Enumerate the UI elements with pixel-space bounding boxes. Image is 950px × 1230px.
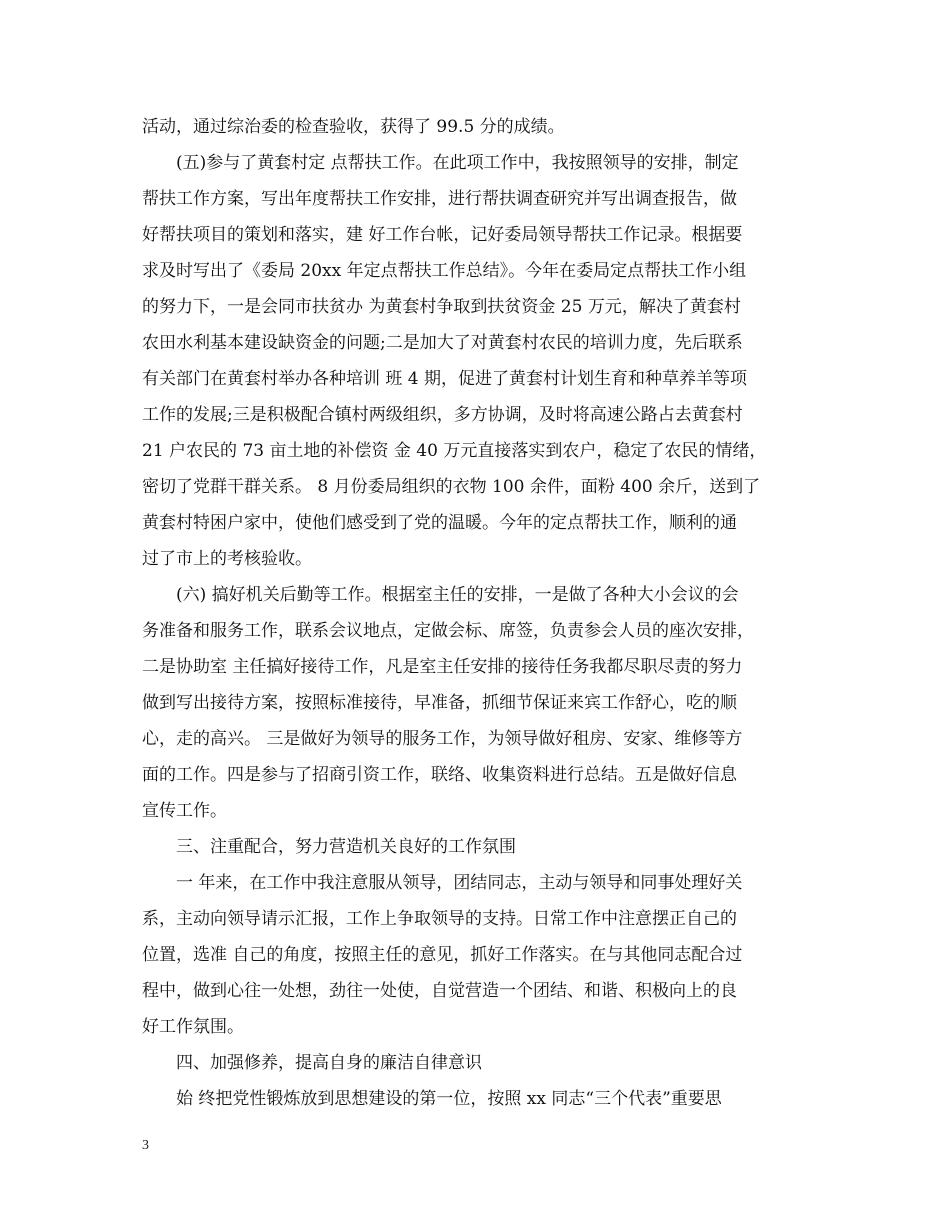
text-line: 帮扶工作方案，写出年度帮扶工作安排，进行帮扶调查研究并写出调查报告，做 — [142, 189, 737, 209]
text-line: 一 年来，在工作中我注意服从领导，团结同志，主动与领导和同事处理好关 — [176, 873, 743, 893]
text-line: 好帮扶项目的策划和落实，建 好工作台帐，记好委局领导帮扶工作记录。根据要 — [142, 225, 743, 245]
text-line: 面的工作。四是参与了招商引资工作，联络、收集资料进行总结。五是做好信息 — [142, 765, 737, 785]
text-line: 求及时写出了《委局 20xx 年定点帮扶工作总结》。今年在委局定点帮扶工作小组 — [142, 261, 747, 281]
text-line: (六) 搞好机关后勤等工作。根据室主任的安排，一是做了各种大小会议的会 — [176, 585, 739, 605]
text-line: 做到写出接待方案，按照标准接待，早准备，抓细节保证来宾工作舒心，吃的顺 — [142, 693, 737, 713]
text-line: 心，走的高兴。 三是做好为领导的服务工作，为领导做好租房、安家、维修等方 — [142, 729, 743, 749]
section-heading: 三、注重配合，努力营造机关良好的工作氛围 — [176, 837, 516, 857]
text-line: 系，主动向领导请示汇报，工作上争取领导的支持。日常工作中注意摆正自己的 — [142, 909, 737, 929]
text-line: 程中，做到心往一处想，劲往一处使，自觉营造一个团结、和谐、积极向上的良 — [142, 981, 737, 1001]
text-line: 21 户农民的 73 亩土地的补偿资 金 40 万元直接落实到农户，稳定了农民的情绪， — [142, 441, 767, 461]
text-line: 始 终把党性锻炼放到思想建设的第一位，按照 xx 同志“三个代表”重要思 — [176, 1089, 722, 1109]
text-line: 务准备和服务工作，联系会议地点，定做会标、席签，负责参会人员的座次安排， — [142, 621, 754, 641]
text-line: 的努力下，一是会同市扶贫办 为黄套村争取到扶贫资金 25 万元，解决了黄套村 — [142, 297, 741, 317]
text-line: 二是协助室 主任搞好接待工作，凡是室主任安排的接待任务我都尽职尽责的努力 — [142, 657, 743, 677]
text-line: 位置，选准 自己的角度，按照主任的意见，抓好工作落实。在与其他同志配合过 — [142, 945, 743, 965]
text-line: 黄套村特困户家中，使他们感受到了党的温暖。今年的定点帮扶工作，顺利的通 — [142, 513, 737, 533]
text-line: 农田水利基本建设缺资金的问题;二是加大了对黄套村农民的培训力度，先后联系 — [142, 333, 743, 353]
text-line: 过了市上的考核验收。 — [142, 549, 312, 569]
text-line: (五)参与了黄套村定 点帮扶工作。在此项工作中，我按照领导的安排，制定 — [176, 153, 739, 173]
section-heading: 四、加强修养，提高自身的廉洁自律意识 — [176, 1053, 482, 1073]
text-line: 密切了党群干群关系。 8 月份委局组织的衣物 100 余件，面粉 400 余斤，送到了 — [142, 477, 761, 497]
text-line: 活动，通过综治委的检查验收，获得了 99.5 分的成绩。 — [142, 117, 565, 137]
text-line: 好工作氛围。 — [142, 1017, 244, 1037]
text-line: 工作的发展;三是积极配合镇村两级组织，多方协调，及时将高速公路占去黄套村 — [142, 405, 743, 425]
text-line: 有关部门在黄套村举办各种培训 班 4 期，促进了黄套村计划生育和种草养羊等项 — [142, 369, 748, 389]
page-number: 3 — [142, 1138, 149, 1153]
text-line: 宣传工作。 — [142, 801, 227, 821]
